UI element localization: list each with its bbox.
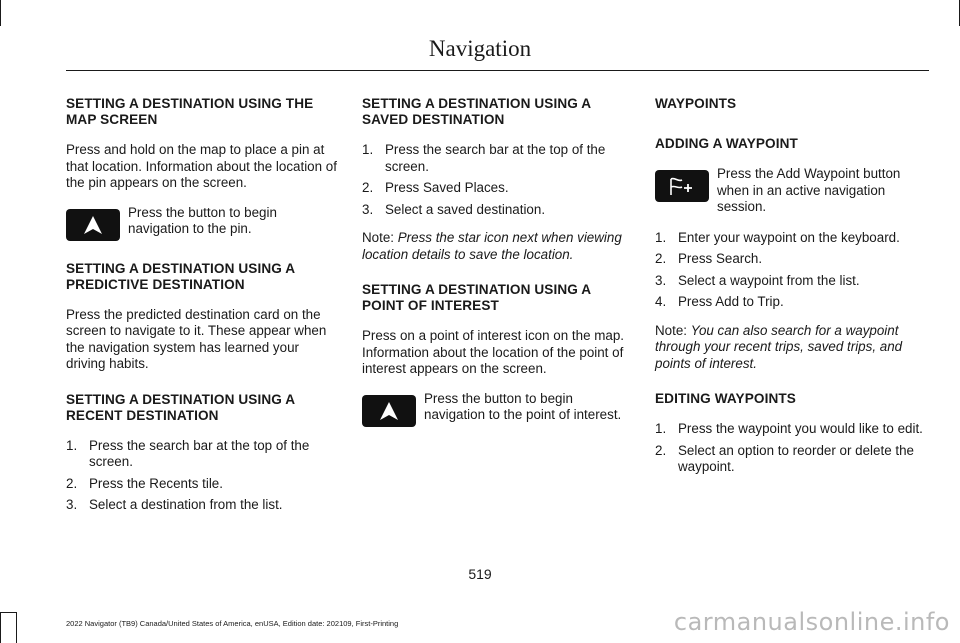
page-number: 519: [468, 566, 492, 582]
section-heading: SETTING A DESTINATION USING A RECENT DESTINATION: [66, 391, 295, 423]
header-divider: [66, 70, 929, 71]
page-header-title: Navigation: [428, 36, 532, 61]
column-1: [66, 96, 338, 526]
steps-list: [362, 142, 634, 218]
list-item: 1. Enter your waypoint on the keyboard.: [655, 229, 900, 245]
list-item: 2. Press Saved Places.: [362, 180, 509, 195]
column-3: [655, 96, 927, 488]
crop-mark: [0, 612, 1, 643]
list-item: 2. Select an option to reorder or delete the waypoint.: [655, 442, 914, 474]
icon-caption: Press the Add Waypoint button when in an active navigation session.: [717, 166, 901, 214]
crop-mark: [16, 612, 17, 643]
icon-caption: Press the button to begin navigation to the pin.: [128, 204, 277, 236]
icon-caption: Press the button to begin navigation to the point of interest.: [424, 390, 622, 422]
list-item: 3. Select a waypoint from the list.: [655, 272, 860, 288]
list-item: 3. Select a destination from the list.: [66, 497, 283, 512]
list-item: 3. Select a saved destination.: [362, 201, 546, 217]
navigation-arrow-icon: [362, 395, 416, 427]
list-item: 1. Press the search bar at the top of the screen.: [362, 142, 606, 174]
column-2: [362, 96, 634, 441]
section-heading: SETTING A DESTINATION USING A POINT OF INTEREST: [362, 282, 591, 313]
footer-edition: 2022 Navigator (TB9) Canada/United States of America, enUSA, Edition date: 202109, First-Printing: [66, 619, 399, 628]
icon-instruction: [66, 205, 338, 241]
paragraph: Press and hold on the map to place a pin at that location. Information about the location of the pin appears on the screen.: [66, 142, 337, 190]
section-heading: EDITING WAYPOINTS: [655, 391, 796, 406]
icon-instruction: [362, 391, 634, 427]
section-heading: WAYPOINTS: [655, 96, 737, 111]
crop-mark: [0, 0, 1, 26]
steps-list: [655, 230, 927, 311]
section-heading: ADDING A WAYPOINT: [655, 136, 798, 151]
list-item: 2. Press the Recents tile.: [66, 475, 223, 491]
icon-instruction: [655, 166, 927, 216]
note: Note: Press the star icon next when viewing location details to save the location.: [362, 230, 622, 262]
section-heading: SETTING A DESTINATION USING A SAVED DESTINATION: [362, 96, 591, 127]
navigation-arrow-icon: [66, 209, 120, 241]
section-heading: SETTING A DESTINATION USING THE MAP SCREEN: [66, 96, 314, 127]
section-heading: SETTING A DESTINATION USING A PREDICTIVE DESTINATION: [66, 260, 295, 292]
paragraph: Press the predicted destination card on the screen to navigate to it. These appear when the navigation system has learned your driving habits.: [66, 306, 327, 371]
watermark: carmanualsonline.info: [673, 608, 950, 636]
crop-mark: [0, 612, 16, 613]
note: Note: You can also search for a waypoint through your recent trips, saved trips, and points of interest.: [655, 322, 903, 371]
paragraph: Press on a point of interest icon on the map. Information about the location of the point of interest appears on the screen.: [362, 328, 625, 376]
steps-list: [655, 421, 927, 476]
steps-list: [66, 438, 338, 514]
list-item: 1. Press the search bar at the top of the screen.: [66, 437, 310, 469]
list-item: 2. Press Search.: [655, 251, 763, 266]
list-item: 4. Press Add to Trip.: [655, 294, 784, 309]
add-waypoint-flag-icon: [655, 170, 709, 202]
list-item: 1. Press the waypoint you would like to edit.: [655, 421, 923, 436]
